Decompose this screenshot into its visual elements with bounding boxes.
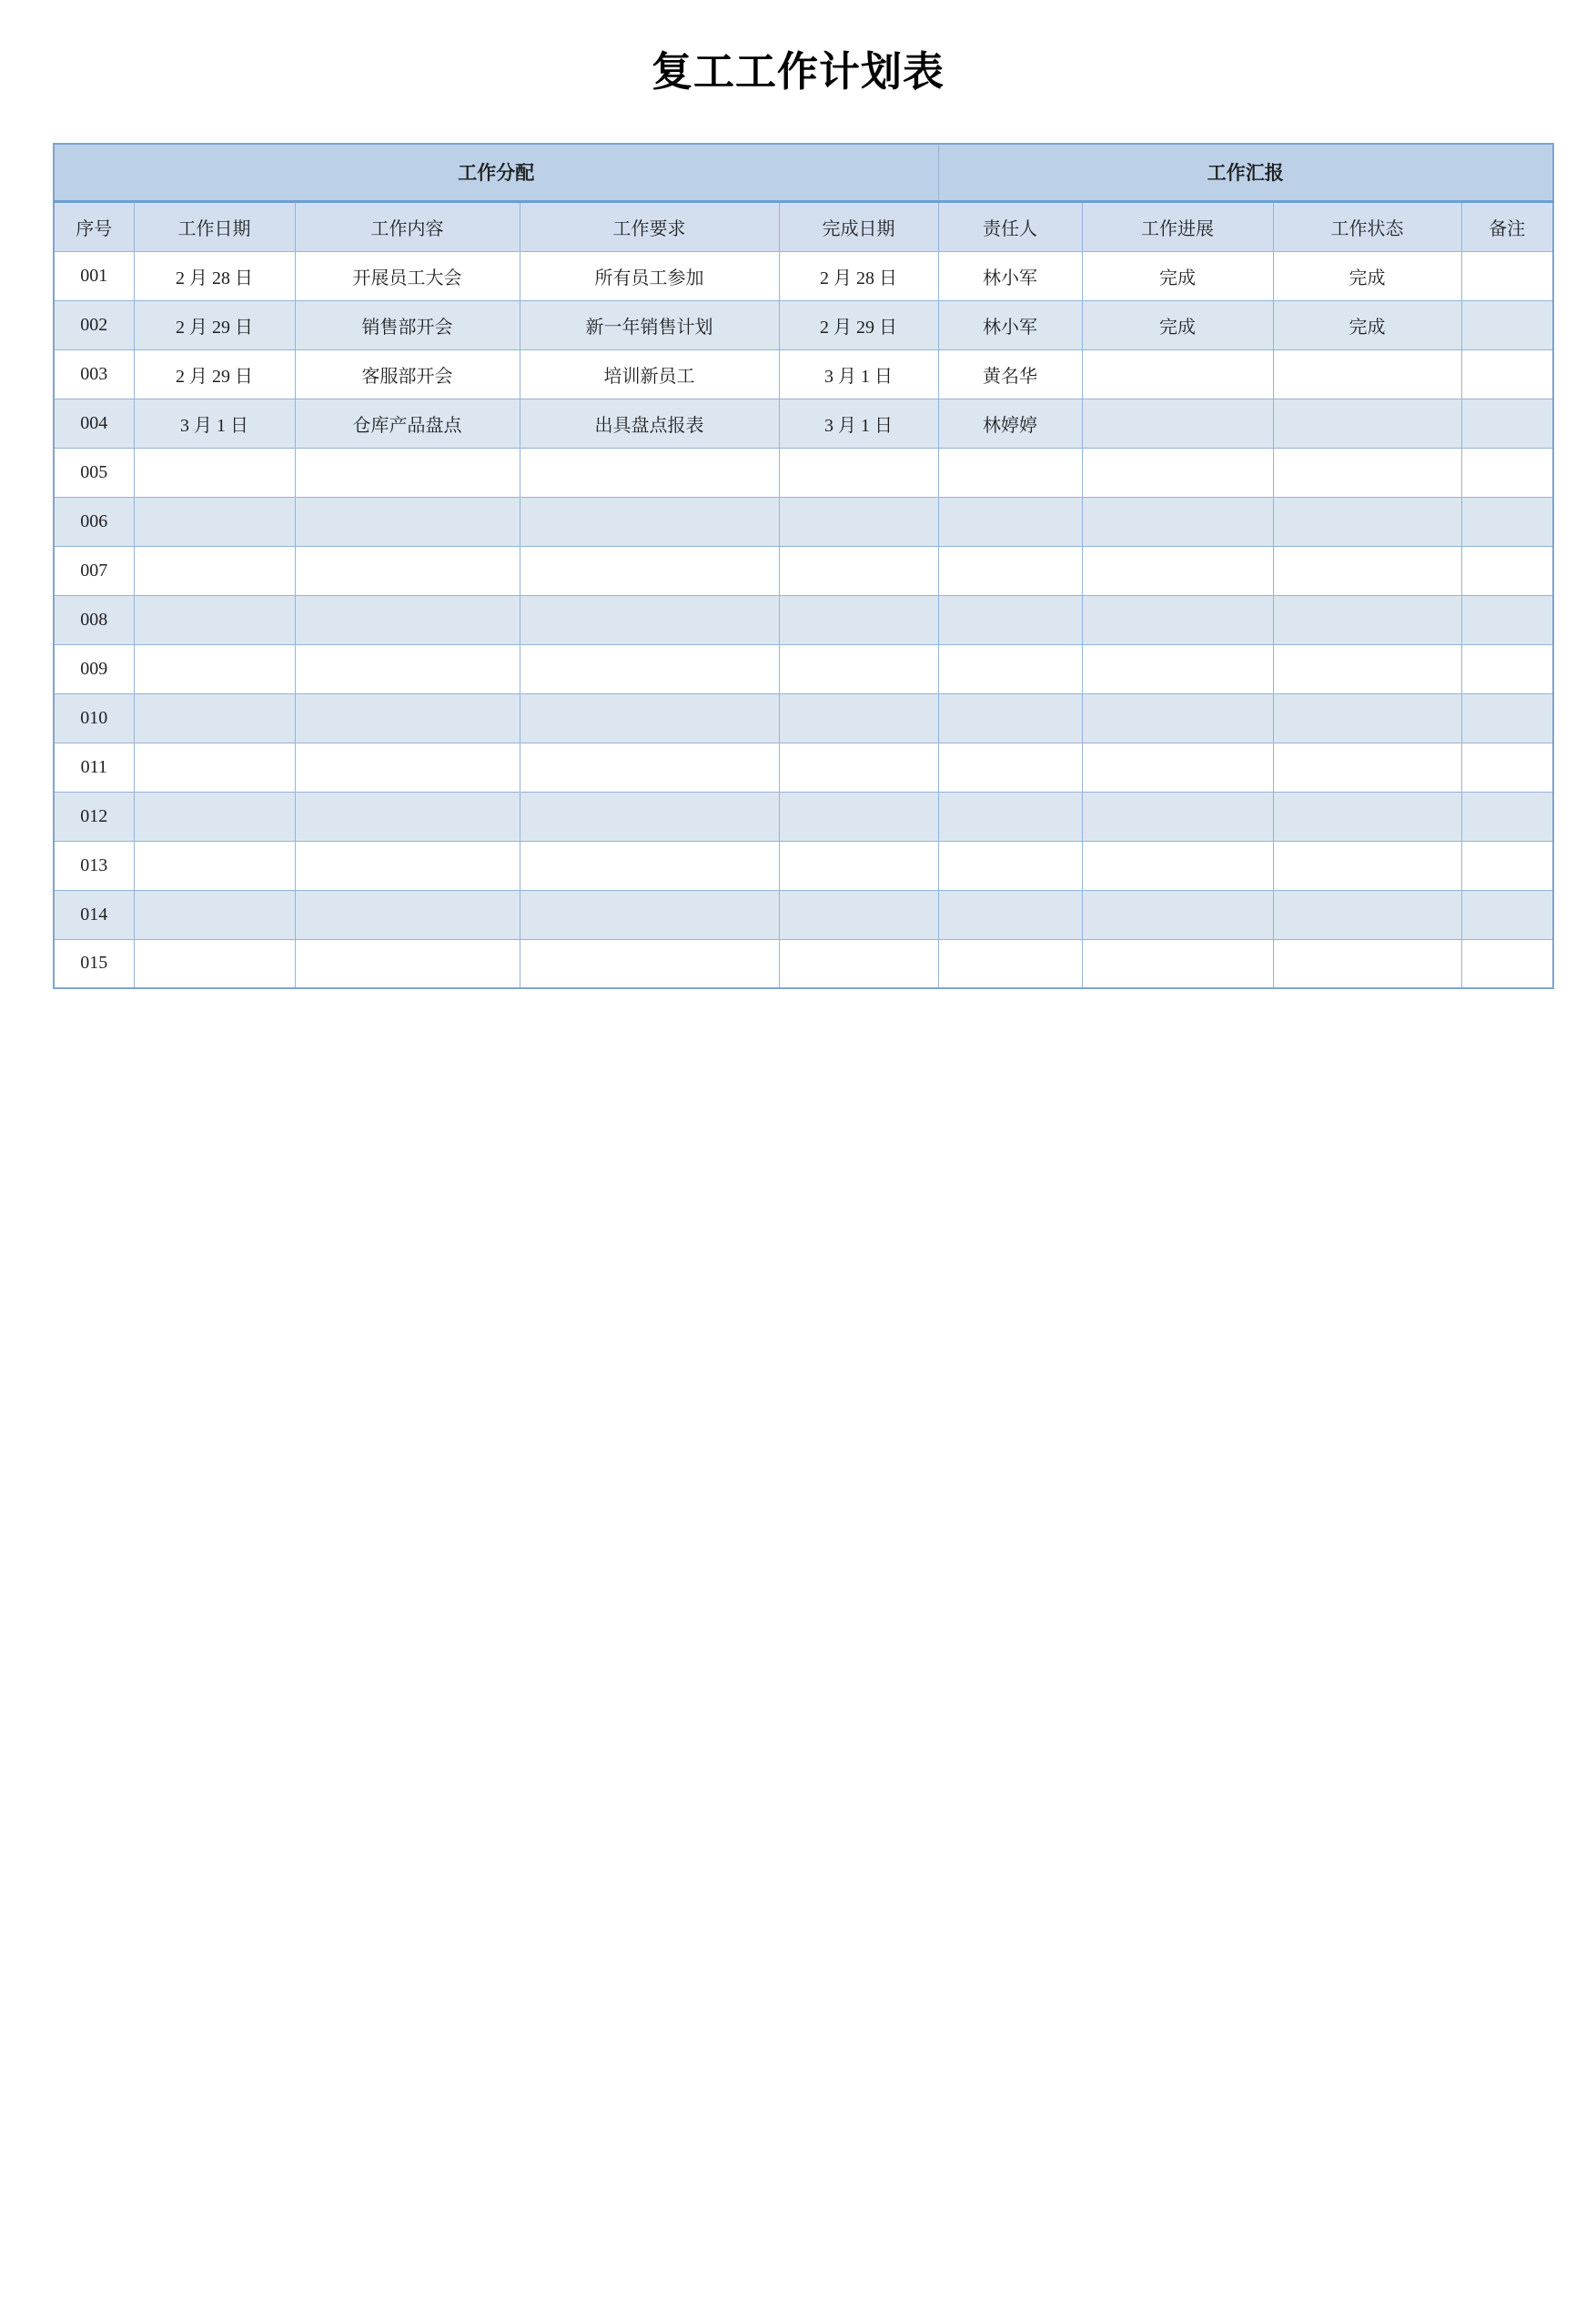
table-cell: 3 月 1 日 — [134, 399, 295, 448]
table-row — [54, 693, 1553, 743]
table-cell — [295, 448, 520, 497]
table-cell — [1461, 693, 1553, 743]
table-cell — [134, 497, 295, 546]
table-cell: 所有员工参加 — [520, 251, 779, 300]
table-cell: 2 月 28 日 — [134, 251, 295, 300]
table-row — [54, 890, 1553, 939]
table-cell — [938, 595, 1082, 644]
table-cell — [938, 743, 1082, 792]
table-cell — [1461, 399, 1553, 448]
group-header-work-report: 工作汇报 — [938, 144, 1553, 201]
table-cell — [1461, 890, 1553, 939]
table-cell — [938, 497, 1082, 546]
table-cell — [938, 890, 1082, 939]
table-cell — [134, 644, 295, 693]
table-cell — [520, 939, 779, 988]
table-cell — [1273, 792, 1461, 841]
table-cell — [1273, 399, 1461, 448]
table-cell — [295, 497, 520, 546]
table-cell — [134, 841, 295, 890]
table-cell — [134, 890, 295, 939]
table-cell — [1082, 448, 1273, 497]
table-cell: 009 — [54, 644, 134, 693]
table-cell: 012 — [54, 792, 134, 841]
table-cell — [779, 595, 938, 644]
table-cell — [295, 890, 520, 939]
table-cell — [1273, 497, 1461, 546]
table-cell — [1273, 644, 1461, 693]
table-cell — [779, 693, 938, 743]
table-cell — [1461, 939, 1553, 988]
table-cell — [1082, 792, 1273, 841]
table-cell — [1273, 693, 1461, 743]
table-cell: 003 — [54, 349, 134, 399]
table-cell: 完成 — [1273, 251, 1461, 300]
table-cell: 仓库产品盘点 — [295, 399, 520, 448]
table-cell — [295, 546, 520, 595]
table-cell: 3 月 1 日 — [779, 399, 938, 448]
table-cell — [295, 841, 520, 890]
table-cell — [779, 743, 938, 792]
table-cell: 林小军 — [938, 251, 1082, 300]
table-row — [54, 743, 1553, 792]
table-cell — [779, 890, 938, 939]
table-cell: 008 — [54, 595, 134, 644]
table-cell — [1273, 349, 1461, 399]
table-cell — [1082, 890, 1273, 939]
table-cell — [1082, 349, 1273, 399]
table-cell — [779, 546, 938, 595]
table-row — [54, 349, 1553, 399]
table-cell — [779, 644, 938, 693]
table-cell — [1461, 251, 1553, 300]
table-cell: 完成 — [1273, 300, 1461, 349]
table-cell — [295, 743, 520, 792]
table-cell — [520, 644, 779, 693]
table-cell — [1273, 939, 1461, 988]
table-cell — [1082, 644, 1273, 693]
table-cell — [1082, 841, 1273, 890]
table-cell — [1461, 644, 1553, 693]
table-cell — [779, 792, 938, 841]
col-header-work-progress: 工作进展 — [1082, 201, 1273, 251]
col-header-work-date: 工作日期 — [134, 201, 295, 251]
table-cell — [938, 448, 1082, 497]
table-cell — [1461, 349, 1553, 399]
table-cell — [1082, 939, 1273, 988]
table-cell: 001 — [54, 251, 134, 300]
table-cell — [295, 595, 520, 644]
table-cell: 完成 — [1082, 300, 1273, 349]
table-cell: 林小军 — [938, 300, 1082, 349]
table-cell — [1273, 595, 1461, 644]
table-cell — [134, 546, 295, 595]
table-cell — [779, 497, 938, 546]
table-cell — [1461, 595, 1553, 644]
group-header-work-assignment: 工作分配 — [54, 144, 938, 201]
table-body — [54, 251, 1553, 988]
table-cell — [520, 448, 779, 497]
table-row — [54, 792, 1553, 841]
table-cell — [520, 890, 779, 939]
table-cell — [779, 939, 938, 988]
col-header-work-content: 工作内容 — [295, 201, 520, 251]
group-header-row — [54, 144, 1553, 201]
table-cell — [295, 939, 520, 988]
table-cell: 开展员工大会 — [295, 251, 520, 300]
table-cell — [1461, 497, 1553, 546]
table-cell: 出具盘点报表 — [520, 399, 779, 448]
table-cell — [1273, 841, 1461, 890]
table-cell: 011 — [54, 743, 134, 792]
table-cell: 培训新员工 — [520, 349, 779, 399]
table-cell: 完成 — [1082, 251, 1273, 300]
table-row — [54, 546, 1553, 595]
table-cell — [520, 595, 779, 644]
table-cell — [1082, 546, 1273, 595]
table-row — [54, 399, 1553, 448]
table-cell — [779, 448, 938, 497]
table-cell: 006 — [54, 497, 134, 546]
table-cell: 新一年销售计划 — [520, 300, 779, 349]
table-cell — [1273, 448, 1461, 497]
table-cell: 013 — [54, 841, 134, 890]
table-cell — [1273, 743, 1461, 792]
table-cell — [938, 792, 1082, 841]
col-header-completion-date: 完成日期 — [779, 201, 938, 251]
table-cell — [520, 743, 779, 792]
table-cell: 005 — [54, 448, 134, 497]
table-cell: 3 月 1 日 — [779, 349, 938, 399]
table-cell — [1273, 890, 1461, 939]
table-cell — [938, 644, 1082, 693]
col-header-work-requirements: 工作要求 — [520, 201, 779, 251]
table-row — [54, 448, 1553, 497]
table-cell — [938, 693, 1082, 743]
table-row — [54, 644, 1553, 693]
table-cell — [1461, 743, 1553, 792]
table-cell — [520, 792, 779, 841]
table-cell — [1082, 399, 1273, 448]
column-header-row — [54, 201, 1553, 251]
table-cell — [520, 693, 779, 743]
table-cell — [295, 792, 520, 841]
table-cell: 黄名华 — [938, 349, 1082, 399]
table-cell: 014 — [54, 890, 134, 939]
table-cell: 2 月 29 日 — [779, 300, 938, 349]
table-row — [54, 251, 1553, 300]
table-cell: 林婷婷 — [938, 399, 1082, 448]
table-cell — [1082, 497, 1273, 546]
col-header-serial-number: 序号 — [54, 201, 134, 251]
table-row — [54, 595, 1553, 644]
col-header-responsible-person: 责任人 — [938, 201, 1082, 251]
page-title: 复工工作计划表 — [651, 49, 944, 95]
table-row — [54, 497, 1553, 546]
table-cell — [1461, 448, 1553, 497]
table-cell — [134, 693, 295, 743]
table-row — [54, 939, 1553, 988]
table-cell — [938, 546, 1082, 595]
document-page — [0, 45, 1596, 2304]
col-header-work-status: 工作状态 — [1273, 201, 1461, 251]
table-cell: 015 — [54, 939, 134, 988]
table-cell: 2 月 29 日 — [134, 349, 295, 399]
work-plan-table — [53, 143, 1554, 989]
table-cell — [1461, 300, 1553, 349]
table-cell — [938, 841, 1082, 890]
table-cell: 002 — [54, 300, 134, 349]
table-row — [54, 300, 1553, 349]
table-cell — [938, 939, 1082, 988]
table-cell — [134, 743, 295, 792]
table-cell — [520, 546, 779, 595]
table-cell — [134, 792, 295, 841]
table-cell — [1461, 546, 1553, 595]
table-cell: 2 月 28 日 — [779, 251, 938, 300]
table-cell — [1082, 693, 1273, 743]
table-cell — [295, 644, 520, 693]
table-row — [54, 841, 1553, 890]
table-cell — [520, 497, 779, 546]
table-cell — [1082, 595, 1273, 644]
table-cell: 010 — [54, 693, 134, 743]
table-cell — [134, 939, 295, 988]
table-cell — [1273, 546, 1461, 595]
table-cell — [134, 448, 295, 497]
table-cell — [134, 595, 295, 644]
table-cell: 销售部开会 — [295, 300, 520, 349]
table-cell — [779, 841, 938, 890]
table-cell — [1082, 743, 1273, 792]
table-cell: 004 — [54, 399, 134, 448]
table-cell — [520, 841, 779, 890]
table-cell — [295, 693, 520, 743]
table-cell: 2 月 29 日 — [134, 300, 295, 349]
table-cell — [1461, 792, 1553, 841]
table-cell — [1461, 841, 1553, 890]
col-header-remarks: 备注 — [1461, 201, 1553, 251]
table-cell: 客服部开会 — [295, 349, 520, 399]
table-cell: 007 — [54, 546, 134, 595]
